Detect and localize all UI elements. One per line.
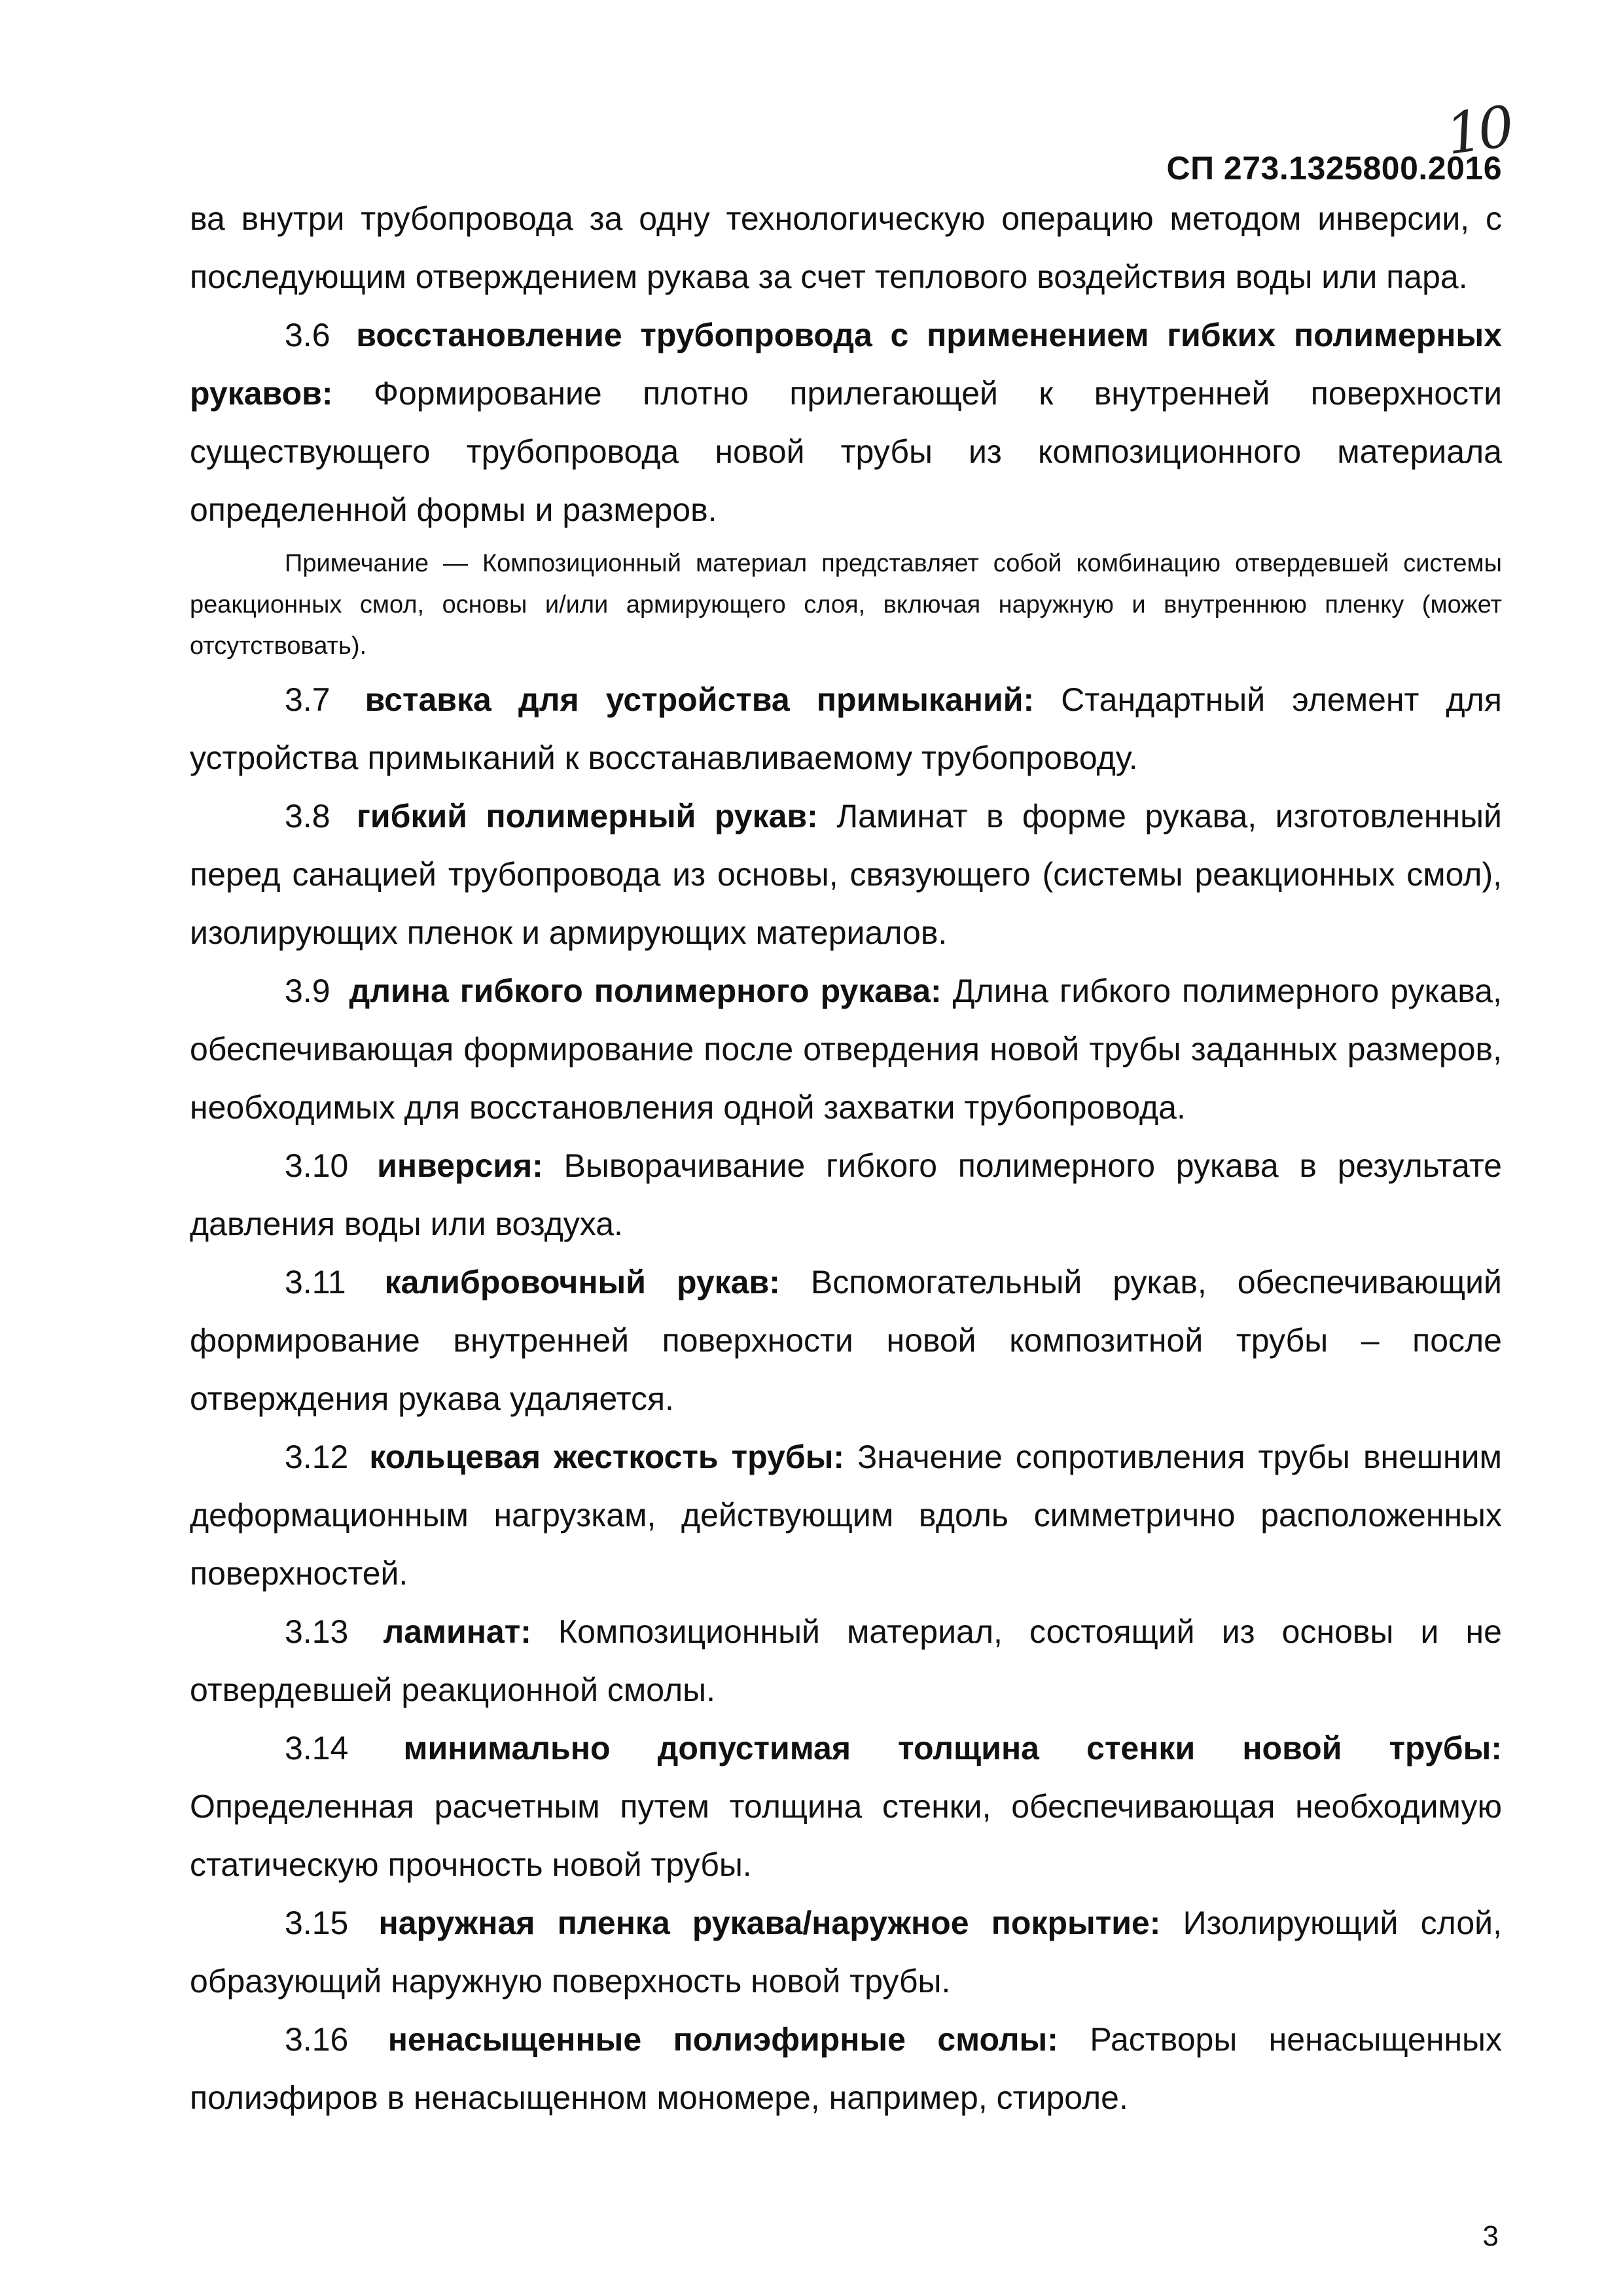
term: вставка для устройства примыканий: xyxy=(365,681,1035,718)
item-number: 3.7 xyxy=(285,681,330,718)
term: ламинат: xyxy=(383,1613,531,1650)
term: восстановление трубопровода с применением гибких полимерных рукавов: xyxy=(190,317,1502,412)
definition: Композиционный материал, состоящий из основы и не отвердевшей реакционной смолы. xyxy=(190,1613,1502,1708)
definition: Формирование плотно прилегающей к внутренней поверхности существующего трубопровода новой трубы из композиционного материала определенной формы и размеров. xyxy=(190,375,1502,528)
definition-3-7 xyxy=(190,671,1502,787)
definition-3-8 xyxy=(190,787,1502,962)
item-number: 3.16 xyxy=(285,2021,349,2058)
definition-3-14 xyxy=(190,1719,1502,1894)
definition-3-13 xyxy=(190,1603,1502,1719)
definition: Ламинат в форме рукава, изготовленный перед санацией трубопровода из основы, связующего (системы реакционных смол), изолирующих пленок и армирующих материалов. xyxy=(190,798,1502,951)
term: кольцевая жесткость трубы: xyxy=(369,1439,845,1475)
item-number: 3.13 xyxy=(285,1613,349,1650)
item-number: 3.15 xyxy=(285,1905,349,1941)
page-number: 3 xyxy=(1482,2220,1499,2252)
definition: Значение сопротивления трубы внешним деформационным нагрузкам, действующим вдоль симметрично расположенных поверхностей. xyxy=(190,1439,1502,1592)
definition: Стандартный элемент для устройства примыканий к восстанавливаемому трубопроводу. xyxy=(190,681,1502,776)
item-number: 3.10 xyxy=(285,1147,349,1184)
item-number: 3.12 xyxy=(285,1439,349,1475)
body-text xyxy=(190,190,1502,2127)
definition: Вспомогательный рукав, обеспечивающий формирование внутренней поверхности новой композитной трубы – после отверждения рукава удаляется. xyxy=(190,1264,1502,1417)
definition-3-12 xyxy=(190,1428,1502,1603)
document-code: СП 273.1325800.2016 xyxy=(1166,150,1502,187)
handwritten-page-mark: 10 xyxy=(1442,94,1514,168)
item-number: 3.8 xyxy=(285,798,330,834)
definition: Длина гибкого полимерного рукава, обеспечивающая формирование после отвердения новой трубы заданных размеров, необходимых для восстановления одной захватки трубопровода. xyxy=(190,973,1502,1126)
definition: Выворачивание гибкого полимерного рукава в результате давления воды или воздуха. xyxy=(190,1147,1502,1242)
definition-3-9 xyxy=(190,962,1502,1137)
term: наружная пленка рукава/наружное покрытие: xyxy=(378,1905,1161,1941)
term: длина гибкого полимерного рукава: xyxy=(349,973,942,1009)
definition: Определенная расчетным путем толщина стенки, обеспечивающая необходимую статическую прочность новой трубы. xyxy=(190,1788,1502,1883)
definition: Изолирующий слой, образующий наружную поверхность новой трубы. xyxy=(190,1905,1502,2000)
definition-3-15 xyxy=(190,1894,1502,2011)
term: калибровочный рукав: xyxy=(384,1264,780,1300)
term: гибкий полимерный рукав: xyxy=(357,798,818,834)
note: Примечание — Композиционный материал представляет собой комбинацию отвердевшей системы реакционных смол, основы и/или армирующего слоя, включая наружную и внутреннюю пленку (может отсутствовать). xyxy=(190,550,1502,660)
item-number: 3.9 xyxy=(285,973,330,1009)
item-number: 3.11 xyxy=(285,1264,346,1300)
definition-3-11 xyxy=(190,1253,1502,1428)
definition-3-6 xyxy=(190,306,1502,539)
term: ненасыщенные полиэфирные смолы: xyxy=(387,2021,1058,2058)
term: минимально допустимая толщина стенки новой трубы: xyxy=(403,1730,1502,1767)
intro-paragraph: ва внутри трубопровода за одну технологическую операцию методом инверсии, с последующим отверждением рукава за счет теплового воздействия воды или пара. xyxy=(190,200,1502,295)
definition-3-10 xyxy=(190,1137,1502,1253)
definition: Растворы ненасыщенных полиэфиров в ненасыщенном мономере, например, стироле. xyxy=(190,2021,1502,2116)
definition-3-16 xyxy=(190,2011,1502,2127)
term: инверсия: xyxy=(377,1147,543,1184)
item-number: 3.6 xyxy=(285,317,330,353)
item-number: 3.14 xyxy=(285,1730,349,1767)
